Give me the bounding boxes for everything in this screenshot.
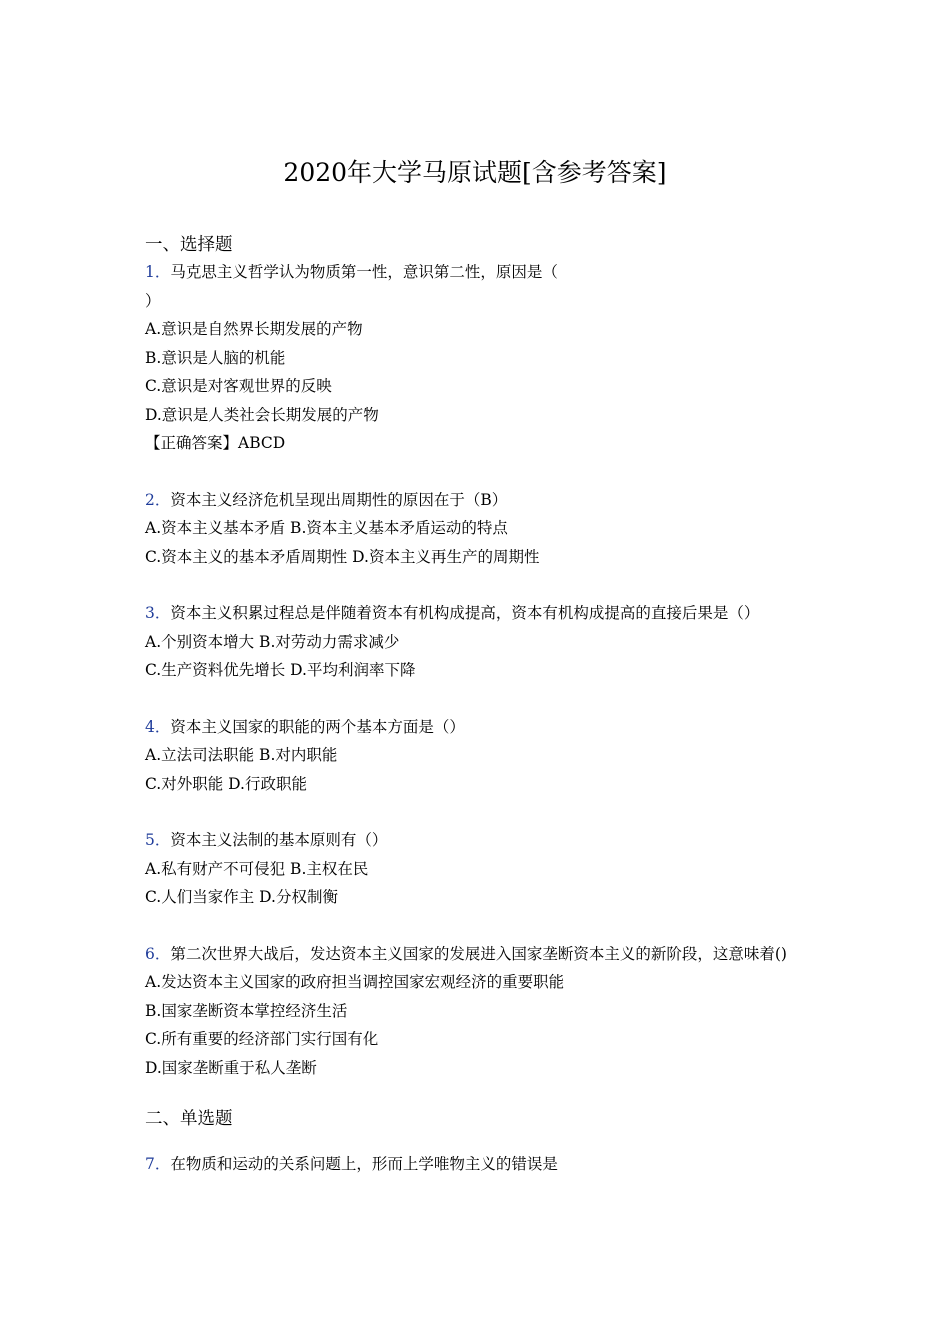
question-stem: 3．资本主义积累过程总是伴随着资本有机构成提高，资本有机构成提高的直接后果是（） xyxy=(145,604,760,622)
question-4 xyxy=(145,713,825,799)
question-2 xyxy=(145,486,825,572)
option: C.生产资料优先增长 D.平均利润率下降 xyxy=(145,661,416,679)
option: B.国家垄断资本掌控经济生活 xyxy=(145,1001,348,1020)
option: C.人们当家作主 D.分权制衡 xyxy=(145,888,338,906)
question-3 xyxy=(145,599,825,685)
question-number: 1． xyxy=(145,263,171,281)
question-number: 5． xyxy=(145,831,171,849)
question-stem: 5．资本主义法制的基本原则有（） xyxy=(145,831,388,849)
question-number: 3． xyxy=(145,604,171,622)
option: B.意识是人脑的机能 xyxy=(145,348,286,367)
question-5 xyxy=(145,826,825,912)
question-number: 4． xyxy=(145,717,171,736)
document-title: 2020年大学马原试题[含参考答案] xyxy=(283,158,667,187)
option: C.资本主义的基本矛盾周期性 D.资本主义再生产的周期性 xyxy=(145,547,540,566)
option: C.意识是对客观世界的反映 xyxy=(145,377,332,395)
question-number: 7． xyxy=(145,1155,171,1173)
question-number: 6． xyxy=(145,944,171,963)
question-stem: 2．资本主义经济危机呈现出周期性的原因在于（B） xyxy=(145,490,508,509)
question-7 xyxy=(145,1150,825,1179)
option: A.私有财产不可侵犯 B.主权在民 xyxy=(145,859,369,878)
section-heading-choice: 一、选择题 xyxy=(145,235,233,255)
option: D.国家垄断重于私人垄断 xyxy=(145,1058,317,1077)
option: A.个别资本增大 B.对劳动力需求减少 xyxy=(145,632,400,651)
question-1 xyxy=(145,258,825,458)
option: D.意识是人类社会长期发展的产物 xyxy=(145,405,379,424)
option: A.资本主义基本矛盾 B.资本主义基本矛盾运动的特点 xyxy=(145,519,508,537)
question-number: 2． xyxy=(145,490,171,509)
option: C.所有重要的经济部门实行国有化 xyxy=(145,1030,379,1048)
answer-line: 【正确答案】ABCD xyxy=(145,434,286,452)
option: A.发达资本主义国家的政府担当调控国家宏观经济的重要职能 xyxy=(145,973,565,991)
document-body xyxy=(145,232,825,1207)
section-heading-single-choice: 二、单选题 xyxy=(145,1109,233,1129)
option: A.立法司法职能 B.对内职能 xyxy=(145,746,338,764)
question-stem: 1．马克思主义哲学认为物质第一性，意识第二性，原因是（ xyxy=(145,263,558,281)
question-stem: 7．在物质和运动的关系问题上，形而上学唯物主义的错误是 xyxy=(145,1155,558,1173)
option: A.意识是自然界长期发展的产物 xyxy=(145,320,363,338)
question-stem: 4．资本主义国家的职能的两个基本方面是（） xyxy=(145,717,465,736)
option: C.对外职能 D.行政职能 xyxy=(145,774,307,793)
question-stem-continued: ） xyxy=(145,291,161,310)
question-6 xyxy=(145,940,825,1083)
question-stem: 6．第二次世界大战后，发达资本主义国家的发展进入国家垄断资本主义的新阶段，这意味着() xyxy=(145,944,787,963)
